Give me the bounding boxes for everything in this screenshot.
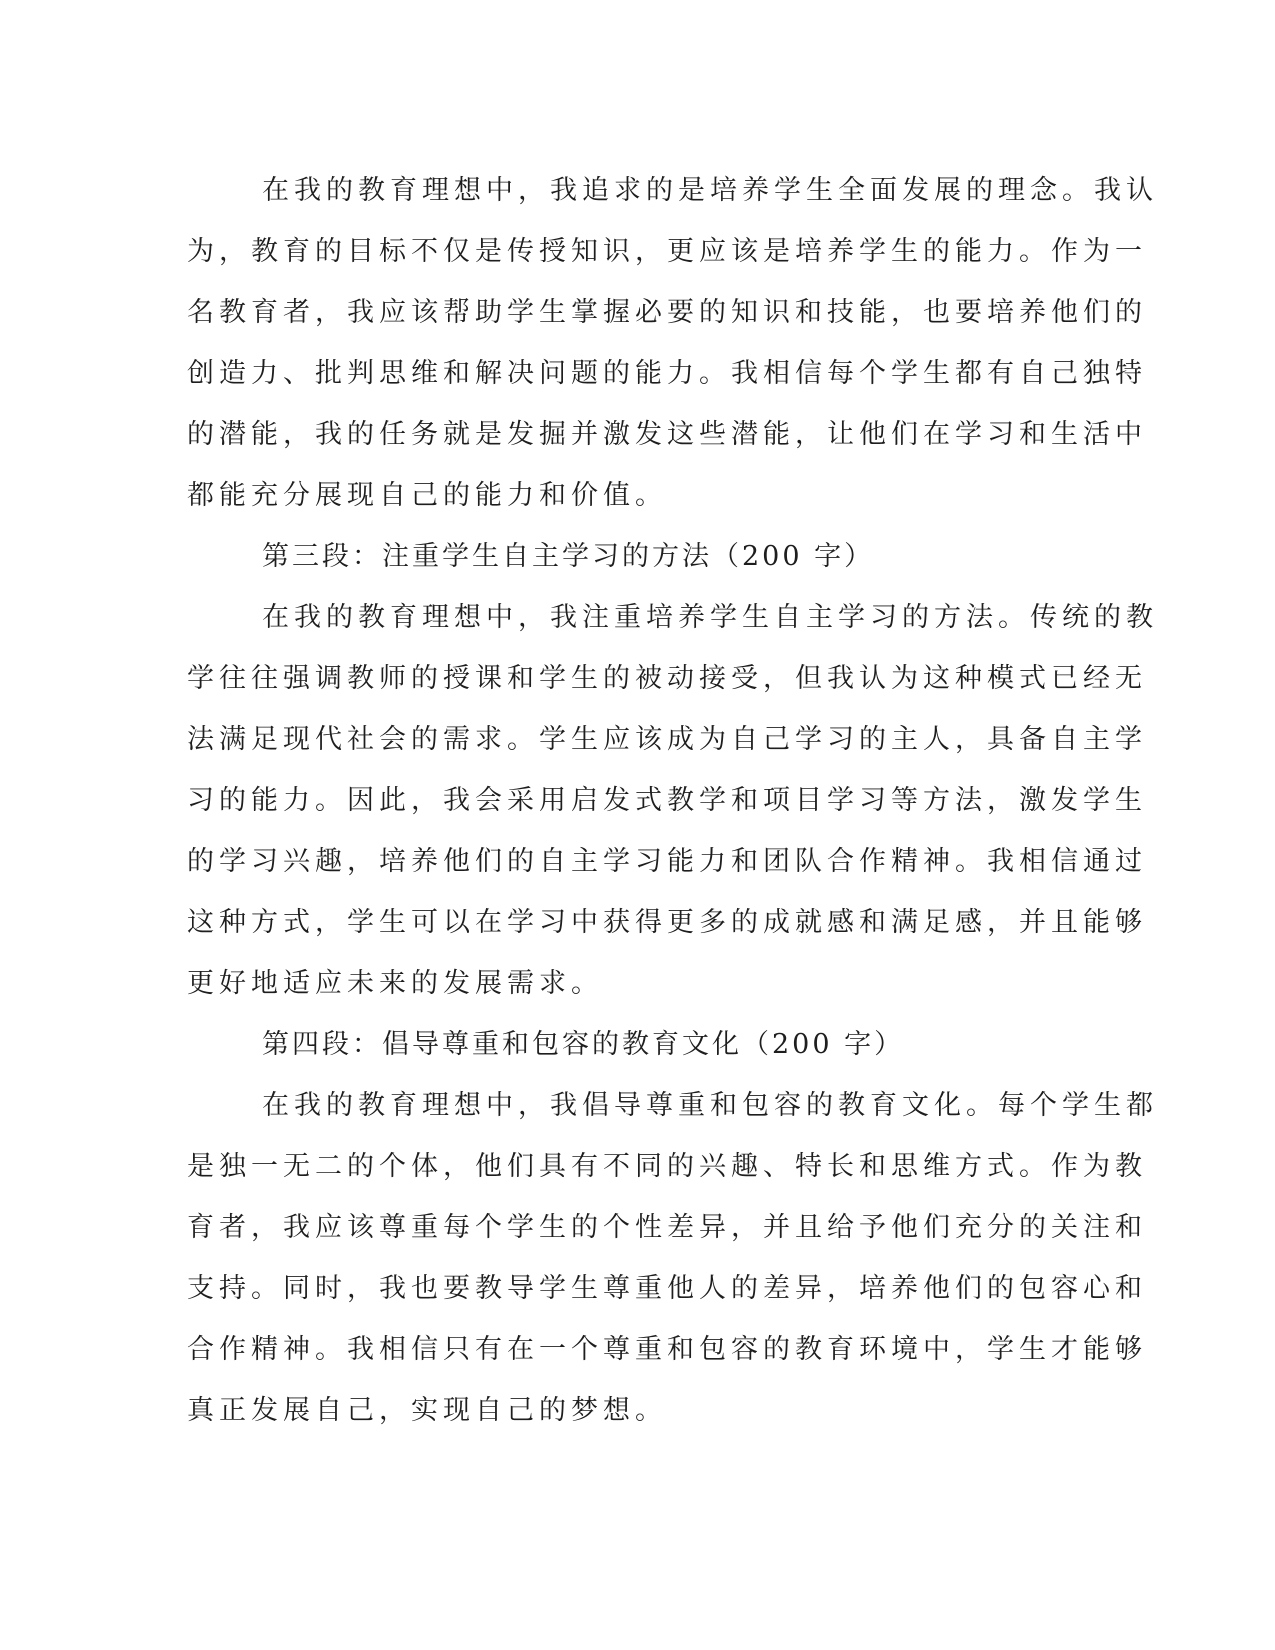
paragraph-line: 合作精神。我相信只有在一个尊重和包容的教育环境中，学生才能够 — [187, 1334, 1147, 1365]
paragraph-line: 育者，我应该尊重每个学生的个性差异，并且给予他们充分的关注和 — [187, 1212, 1147, 1243]
paragraph-ideal-development — [187, 160, 1158, 526]
paragraph-line: 真正发展自己，实现自己的梦想。 — [187, 1395, 667, 1426]
section-heading-3: 第三段：注重学生自主学习的方法（200 字） — [262, 541, 875, 572]
paragraph-line: 学往往强调教师的授课和学生的被动接受，但我认为这种模式已经无 — [187, 663, 1147, 694]
paragraph-line: 都能充分展现自己的能力和价值。 — [187, 480, 667, 511]
paragraph-line: 创造力、批判思维和解决问题的能力。我相信每个学生都有自己独特 — [187, 358, 1147, 389]
paragraph-line: 支持。同时，我也要教导学生尊重他人的差异，培养他们的包容心和 — [187, 1273, 1147, 1304]
paragraph-line: 在我的教育理想中，我注重培养学生自主学习的方法。传统的教 — [262, 602, 1158, 633]
section-heading-4: 第四段：倡导尊重和包容的教育文化（200 字） — [262, 1029, 905, 1060]
paragraph-line: 是独一无二的个体，他们具有不同的兴趣、特长和思维方式。作为教 — [187, 1151, 1147, 1182]
paragraph-line: 的学习兴趣，培养他们的自主学习能力和团队合作精神。我相信通过 — [187, 846, 1147, 877]
paragraph-line: 为，教育的目标不仅是传授知识，更应该是培养学生的能力。作为一 — [187, 236, 1147, 267]
paragraph-respect-inclusion — [187, 1075, 1158, 1441]
document-body — [187, 160, 1158, 1441]
paragraph-self-directed-learning — [187, 587, 1158, 1014]
paragraph-line: 法满足现代社会的需求。学生应该成为自己学习的主人，具备自主学 — [187, 724, 1147, 755]
paragraph-line: 习的能力。因此，我会采用启发式教学和项目学习等方法，激发学生 — [187, 785, 1147, 816]
paragraph-line: 的潜能，我的任务就是发掘并激发这些潜能，让他们在学习和生活中 — [187, 419, 1147, 450]
paragraph-line: 更好地适应未来的发展需求。 — [187, 968, 603, 999]
paragraph-line: 在我的教育理想中，我倡导尊重和包容的教育文化。每个学生都 — [262, 1090, 1158, 1121]
paragraph-line: 名教育者，我应该帮助学生掌握必要的知识和技能，也要培养他们的 — [187, 297, 1147, 328]
paragraph-line: 在我的教育理想中，我追求的是培养学生全面发展的理念。我认 — [262, 175, 1158, 206]
paragraph-line: 这种方式，学生可以在学习中获得更多的成就感和满足感，并且能够 — [187, 907, 1147, 938]
